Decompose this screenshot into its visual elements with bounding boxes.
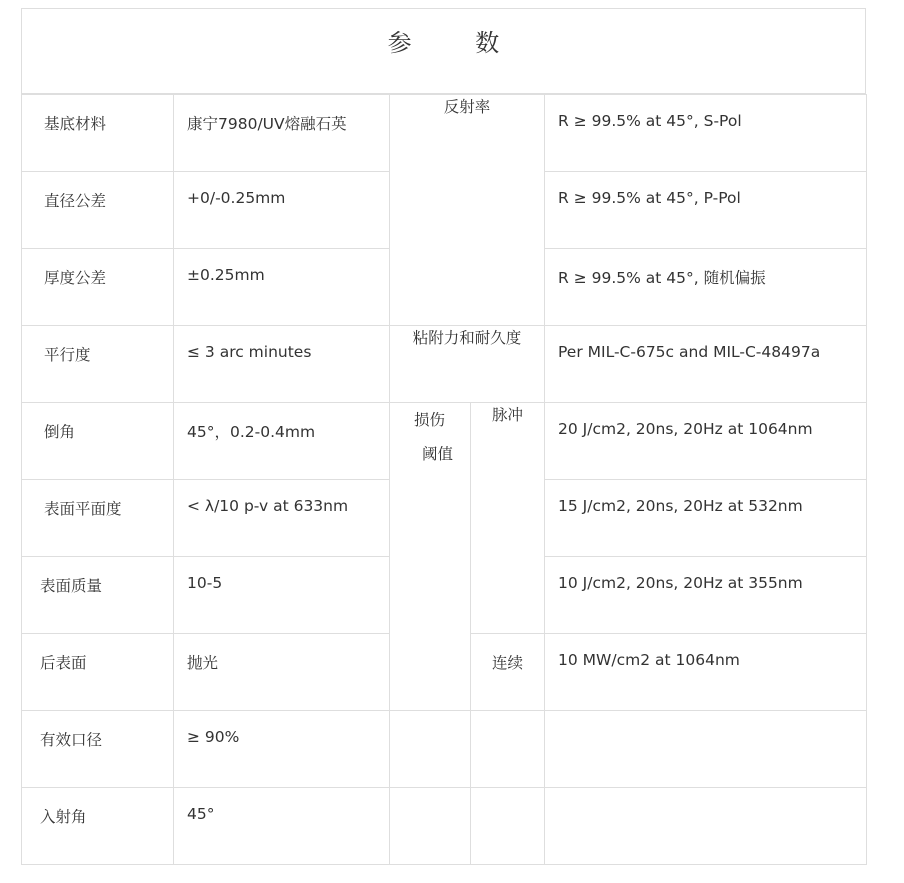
- reflectivity-p-pol: R ≥ 99.5% at 45°, P-Pol: [545, 172, 867, 249]
- spec-table: [21, 94, 867, 865]
- table-row: [22, 711, 867, 788]
- adhesion-label: 粘附力和耐久度: [390, 326, 545, 403]
- row-label-thickness-tolerance: 厚度公差: [22, 249, 174, 326]
- empty-cell: [390, 711, 471, 788]
- table-row: [22, 95, 867, 172]
- page-title: 参 数: [387, 29, 528, 57]
- pulse-value-532: 15 J/cm2, 20ns, 20Hz at 532nm: [545, 480, 867, 557]
- row-value-clear-aperture: ≥ 90%: [174, 711, 390, 788]
- row-label-clear-aperture: 有效口径: [22, 711, 174, 788]
- empty-cell: [390, 788, 471, 865]
- reflectivity-random-pol: R ≥ 99.5% at 45°, 随机偏振: [545, 249, 867, 326]
- row-value-surface-flatness: < λ/10 p-v at 633nm: [174, 480, 390, 557]
- row-label-diameter-tolerance: 直径公差: [22, 172, 174, 249]
- row-label-parallelism: 平行度: [22, 326, 174, 403]
- row-label-chamfer: 倒角: [22, 403, 174, 480]
- table-row: [22, 788, 867, 865]
- pulse-value-1064: 20 J/cm2, 20ns, 20Hz at 1064nm: [545, 403, 867, 480]
- row-label-substrate: 基底材料: [22, 95, 174, 172]
- row-value-incidence-angle: 45°: [174, 788, 390, 865]
- row-value-surface-quality: 10-5: [174, 557, 390, 634]
- row-value-substrate: 康宁7980/UV熔融石英: [174, 95, 390, 172]
- reflectivity-label: 反射率: [390, 95, 545, 326]
- damage-threshold-label: 损伤 阈值: [390, 403, 471, 711]
- empty-cell: [545, 711, 867, 788]
- table-row: [22, 403, 867, 480]
- adhesion-value: Per MIL-C-675c and MIL-C-48497a: [545, 326, 867, 403]
- empty-cell: [471, 711, 545, 788]
- row-value-diameter-tolerance: +0/-0.25mm: [174, 172, 390, 249]
- reflectivity-s-pol: R ≥ 99.5% at 45°, S-Pol: [545, 95, 867, 172]
- row-label-back-surface: 后表面: [22, 634, 174, 711]
- cw-value: 10 MW/cm2 at 1064nm: [545, 634, 867, 711]
- row-label-incidence-angle: 入射角: [22, 788, 174, 865]
- row-value-thickness-tolerance: ±0.25mm: [174, 249, 390, 326]
- pulse-value-355: 10 J/cm2, 20ns, 20Hz at 355nm: [545, 557, 867, 634]
- title-header: [21, 8, 866, 94]
- empty-cell: [471, 788, 545, 865]
- cw-label: 连续: [471, 634, 545, 711]
- row-value-parallelism: ≤ 3 arc minutes: [174, 326, 390, 403]
- row-value-chamfer: 45°，0.2-0.4mm: [174, 403, 390, 480]
- row-value-back-surface: 抛光: [174, 634, 390, 711]
- pulse-label: 脉冲: [471, 403, 545, 634]
- row-label-surface-flatness: 表面平面度: [22, 480, 174, 557]
- empty-cell: [545, 788, 867, 865]
- row-label-surface-quality: 表面质量: [22, 557, 174, 634]
- table-row: [22, 326, 867, 403]
